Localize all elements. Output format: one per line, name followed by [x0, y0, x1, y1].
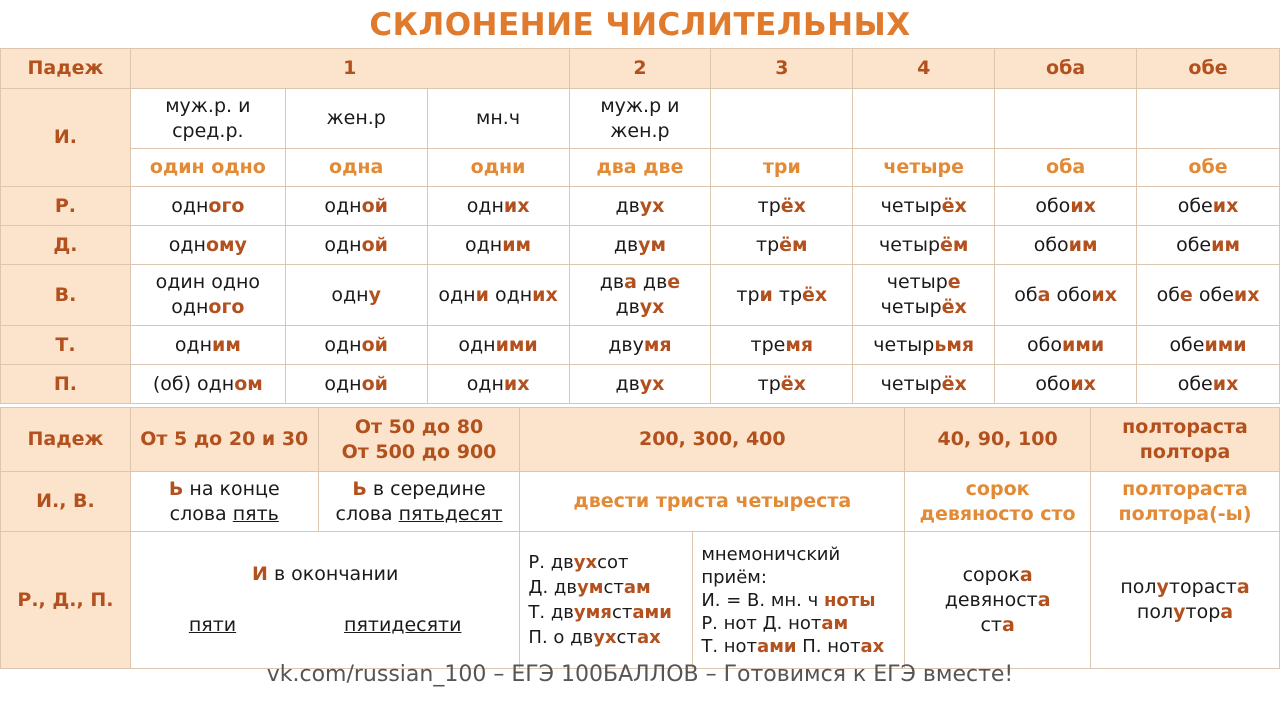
- case-label-gen: Р.: [1, 187, 131, 226]
- header-case: Падеж: [1, 49, 131, 89]
- gen-one-masc: одного: [130, 187, 285, 226]
- rdp-mnemonic: мнемоничсĸий приём: И. = В. мн. ч ноты Р. нот Д. нотам Т. нотами П. нотах: [693, 532, 905, 669]
- header-three: 3: [711, 49, 853, 89]
- gender-masc-neut: муж.р. и сред.р.: [130, 89, 285, 149]
- nom-oba: оба: [995, 149, 1137, 187]
- prep-two: двух: [569, 365, 711, 404]
- dat-one-masc: одному: [130, 226, 285, 265]
- ins-one-masc: одним: [130, 326, 285, 365]
- case-label-gen-dat-prep: Р., Д., П.: [1, 532, 131, 669]
- ins-one-fem: одной: [285, 326, 427, 365]
- header2-case: Падеж: [1, 408, 131, 472]
- gen-four: четырёх: [853, 187, 995, 226]
- header-obe: обе: [1137, 49, 1280, 89]
- acc-two: два две двух: [569, 265, 711, 326]
- ins-three: тремя: [711, 326, 853, 365]
- nom-three: три: [711, 149, 853, 187]
- ins-oba: обоими: [995, 326, 1137, 365]
- gen-obe: обеих: [1137, 187, 1280, 226]
- case-label-ins: Т.: [1, 326, 131, 365]
- case-label-prep: П.: [1, 365, 131, 404]
- numeral-declension-table: [0, 48, 1280, 404]
- acc-three: три трёх: [711, 265, 853, 326]
- iv-hundreds: двести триста четыреста: [520, 472, 905, 532]
- acc-obe: обе обеих: [1137, 265, 1280, 326]
- case-label-acc: В.: [1, 265, 131, 326]
- nom-four: четыре: [853, 149, 995, 187]
- case-label-nom-acc: И., В.: [1, 472, 131, 532]
- dat-one-fem: одной: [285, 226, 427, 265]
- acc-four: четыре четырёх: [853, 265, 995, 326]
- header-one: 1: [130, 49, 569, 89]
- gen-oba: обоих: [995, 187, 1137, 226]
- ins-one-plural: одними: [427, 326, 569, 365]
- header2-50-80: От 50 до 80 От 500 до 900: [318, 408, 520, 472]
- acc-one-masc: один одно одного: [130, 265, 285, 326]
- nom-two: два две: [569, 149, 711, 187]
- rdp-40-90-100: сорока девяноста ста: [905, 532, 1091, 669]
- nom-obe: обе: [1137, 149, 1280, 187]
- acc-one-plural: одни одних: [427, 265, 569, 326]
- gender-fem: жен.р: [285, 89, 427, 149]
- prep-obe: обеих: [1137, 365, 1280, 404]
- numeral-groups-table: [0, 407, 1280, 669]
- rdp-5-80: И в окончании пяти пятидесяти: [130, 532, 520, 669]
- dat-four: четырём: [853, 226, 995, 265]
- gen-one-plural: одних: [427, 187, 569, 226]
- rdp-hundreds-forms: Р. двухсот Д. двумстам Т. двумястами П. о двухстах: [520, 532, 693, 669]
- gen-two: двух: [569, 187, 711, 226]
- header-four: 4: [853, 49, 995, 89]
- prep-one-masc: (об) одном: [130, 365, 285, 404]
- nom-one-fem: одна: [285, 149, 427, 187]
- iv-5-20: Ь на конце слова пять: [130, 472, 318, 532]
- header-oba: оба: [995, 49, 1137, 89]
- nom-one-plural: одни: [427, 149, 569, 187]
- dat-three: трём: [711, 226, 853, 265]
- ins-obe: обеими: [1137, 326, 1280, 365]
- dat-two: двум: [569, 226, 711, 265]
- acc-one-fem: одну: [285, 265, 427, 326]
- prep-one-fem: одной: [285, 365, 427, 404]
- ins-four: четырьмя: [853, 326, 995, 365]
- iv-40-90-100: сорок девяносто сто: [905, 472, 1091, 532]
- dat-oba: обоим: [995, 226, 1137, 265]
- page-title: СКЛОНЕНИЕ ЧИСЛИТЕЛЬНЫХ: [369, 7, 911, 43]
- iv-50-80: Ь в середине слова пятьдесят: [318, 472, 520, 532]
- header2-5-20: От 5 до 20 и 30: [130, 408, 318, 472]
- header2-poltorasta: полтораста полтора: [1091, 408, 1280, 472]
- header-two: 2: [569, 49, 711, 89]
- acc-oba: оба обоих: [995, 265, 1137, 326]
- header2-40-90-100: 40, 90, 100: [905, 408, 1091, 472]
- gender-masc-fem: муж.р и жен.р: [569, 89, 711, 149]
- ins-two: двумя: [569, 326, 711, 365]
- prep-one-plural: одних: [427, 365, 569, 404]
- gen-three: трёх: [711, 187, 853, 226]
- header2-hundreds: 200, 300, 400: [520, 408, 905, 472]
- iv-poltorasta: полтораста полтора(-ы): [1091, 472, 1280, 532]
- prep-oba: обоих: [995, 365, 1137, 404]
- prep-four: четырёх: [853, 365, 995, 404]
- case-label-dat: Д.: [1, 226, 131, 265]
- nom-one-masc: один одно: [130, 149, 285, 187]
- gen-one-fem: одной: [285, 187, 427, 226]
- dat-one-plural: одним: [427, 226, 569, 265]
- gender-plural: мн.ч: [427, 89, 569, 149]
- case-label-nom: И.: [1, 89, 131, 187]
- footer-text: vk.com/russian_100 – ЕГЭ 100БАЛЛОВ – Готовимся к ЕГЭ вместе!: [266, 662, 1014, 687]
- prep-three: трёх: [711, 365, 853, 404]
- rdp-poltorasta: полутораста полутора: [1091, 532, 1280, 669]
- dat-obe: обеим: [1137, 226, 1280, 265]
